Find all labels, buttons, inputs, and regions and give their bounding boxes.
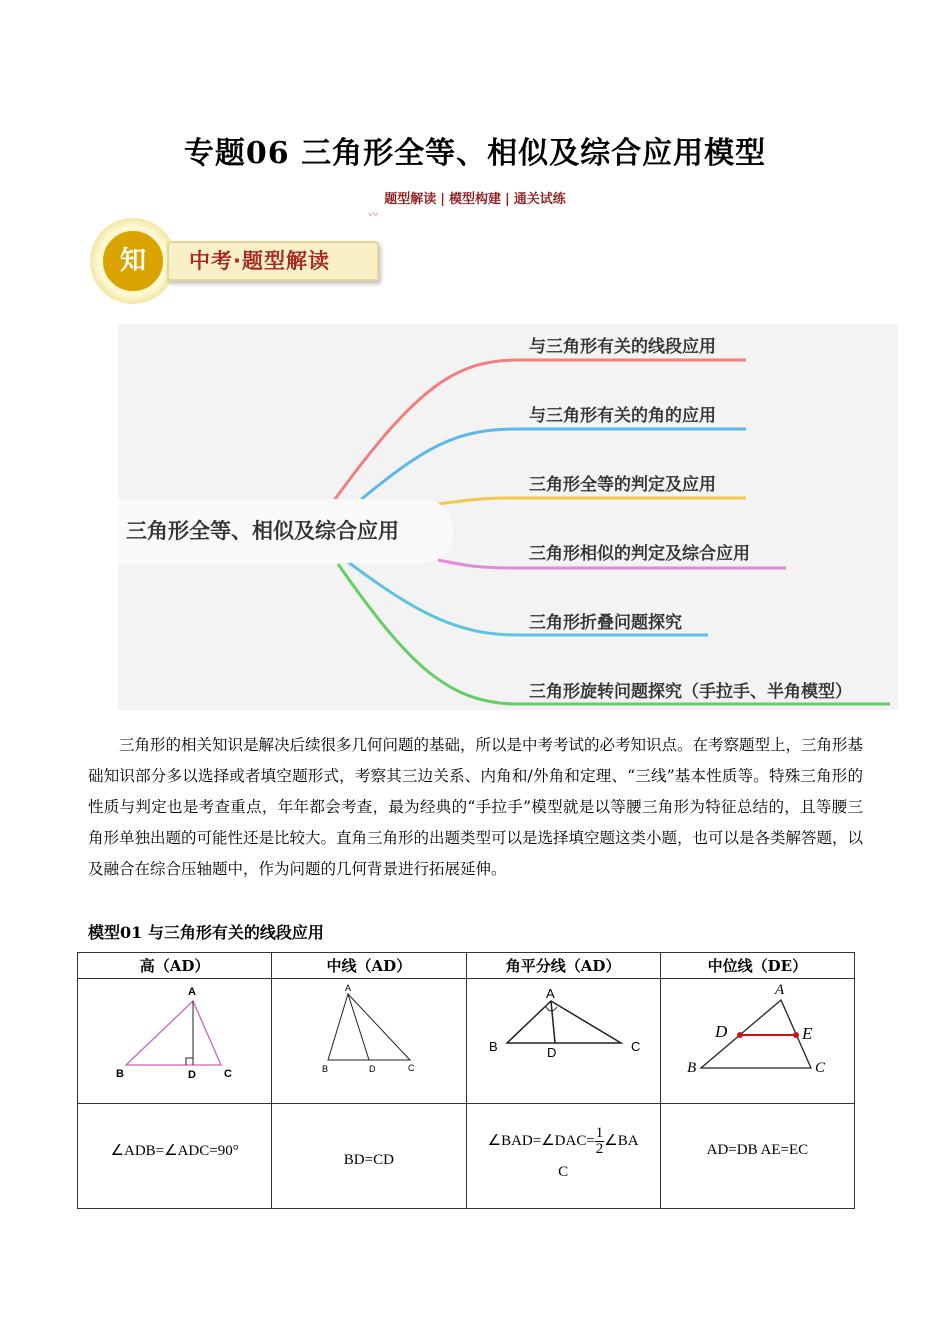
table-figure-row — [78, 979, 855, 1104]
intro-paragraph: 三角形的相关知识是解决后续很多几何问题的基础，所以是中考考试的必考知识点。在考察题型上，三角形基础知识部分多以选择或者填空题形式，考察其三边关系、内角和/外角和定理、“三线”基本性质等。特殊三角形的性质与判定也是考查重点，年年都会考查，最为经典的“手拉手”模型就是以等腰三角形为特征总结的，且等腰三角形单独出题的可能性还是比较大。直角三角形的出题类型可以是选择填空题这类小题，也可以是各类解答题，以及融合在综合压轴题中，作为问题的几何背景进行拓展延伸。 — [88, 736, 864, 878]
label-D: D — [188, 1069, 196, 1081]
label-C: C — [630, 1039, 640, 1054]
badge-circle: 知 — [101, 229, 165, 293]
figure-height-cell — [78, 979, 272, 1104]
model-heading: 模型01 与三角形有关的线段应用 — [88, 923, 324, 942]
fraction-numerator: 1 — [595, 1124, 604, 1141]
label-B: B — [322, 1064, 329, 1074]
figure-bisector-cell — [466, 979, 660, 1104]
label-C: C — [814, 1060, 825, 1076]
swirl-ornament-icon: 〰 — [368, 210, 378, 221]
label-A: A — [545, 986, 555, 1001]
mind-map-center: 三角形全等、相似及综合应用 — [118, 499, 453, 563]
median-triangle — [328, 994, 410, 1060]
model-table — [77, 952, 855, 1209]
header-median: 中线（AD） — [272, 953, 466, 979]
branch-label-3: 三角形全等的判定及应用 — [529, 475, 716, 495]
branch-label-4: 三角形相似的判定及综合应用 — [529, 544, 750, 564]
label-C: C — [408, 1063, 415, 1073]
label-E: E — [801, 1024, 813, 1043]
table-header-row — [78, 953, 855, 979]
header-midline: 中位线（DE） — [660, 953, 854, 979]
subtitle-separator: | — [505, 192, 510, 207]
relation-midline: AD=DB AE=EC — [660, 1104, 854, 1209]
section-banner — [167, 241, 379, 281]
relation-height: ∠ADB=∠ADC=90° — [78, 1104, 272, 1209]
label-A: A — [774, 982, 784, 998]
figure-median-cell — [272, 979, 466, 1104]
page-title: 专题06 三角形全等、相似及综合应用模型 — [183, 136, 767, 171]
height-triangle — [126, 1001, 221, 1065]
subtitle-item: 通关试练 — [513, 192, 566, 207]
subtitle-nav — [0, 188, 950, 207]
bisector-suffix: ∠BA — [604, 1132, 639, 1149]
right-angle-mark — [186, 1058, 193, 1065]
bisector-triangle-figure — [467, 979, 659, 1103]
relation-bisector — [466, 1104, 660, 1209]
label-B: B — [686, 1060, 696, 1076]
label-B: B — [488, 1039, 498, 1054]
point-E — [793, 1032, 799, 1038]
label-C: C — [224, 1068, 232, 1080]
branch-label-5: 三角形折叠问题探究 — [529, 613, 682, 633]
midline-triangle-figure — [661, 979, 853, 1103]
bisector-wrap: C — [558, 1163, 569, 1180]
median-triangle-figure — [272, 979, 464, 1103]
branch-label-6: 三角形旋转问题探究（手拉手、半角模型） — [529, 682, 852, 702]
section-banner-label: 中考·题型解读 — [189, 249, 330, 273]
subtitle-item: 题型解读 — [384, 192, 437, 207]
header-bisector: 角平分线（AD） — [466, 953, 660, 979]
subtitle-separator: | — [440, 192, 445, 207]
height-triangle-figure — [78, 979, 270, 1103]
table-relation-row — [78, 1104, 855, 1209]
fraction-denominator: 2 — [595, 1140, 604, 1157]
label-D: D — [546, 1045, 556, 1060]
branch-line-3 — [438, 498, 746, 504]
label-B: B — [116, 1068, 124, 1080]
label-A: A — [345, 983, 352, 993]
median-line — [348, 994, 369, 1060]
label-D: D — [714, 1022, 728, 1041]
label-A: A — [188, 986, 196, 998]
branch-label-2: 与三角形有关的角的应用 — [529, 406, 716, 426]
bisector-triangle — [507, 1001, 621, 1043]
label-D: D — [369, 1064, 376, 1074]
subtitle-item: 模型构建 — [448, 192, 501, 207]
branch-label-1: 与三角形有关的线段应用 — [529, 337, 716, 357]
header-height: 高（AD） — [78, 953, 272, 979]
bisector-prefix: ∠BAD=∠DAC= — [487, 1132, 595, 1149]
mind-map — [118, 324, 898, 710]
relation-median: BD=CD — [272, 1104, 466, 1209]
half-fraction — [595, 1126, 605, 1157]
figure-midline-cell — [660, 979, 854, 1104]
bisector-line — [551, 1001, 555, 1043]
point-D — [737, 1032, 743, 1038]
